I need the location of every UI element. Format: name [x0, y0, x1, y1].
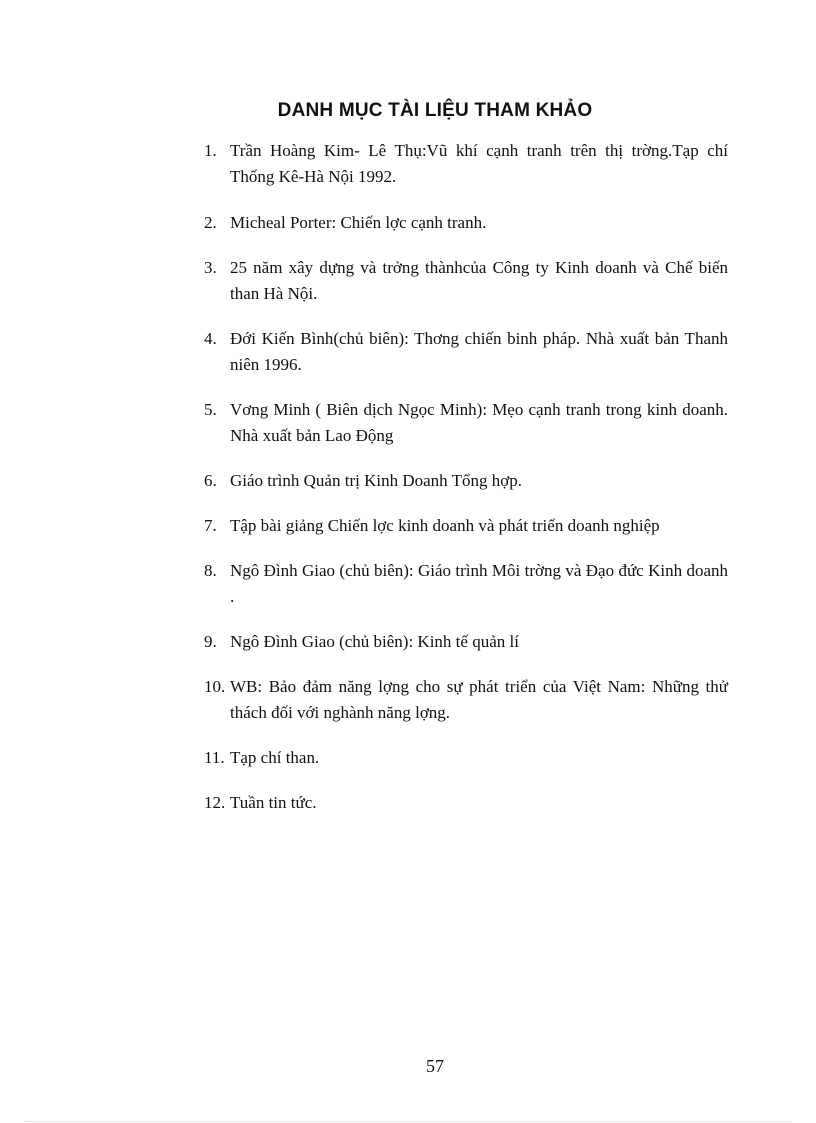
- reference-item: [204, 745, 728, 771]
- reference-number: 7.: [204, 516, 217, 535]
- reference-item: [204, 629, 728, 655]
- reference-item: [204, 210, 728, 236]
- reference-number: 9.: [204, 632, 217, 651]
- reference-item: [204, 255, 728, 307]
- reference-item: [204, 397, 728, 449]
- reference-number: 4.: [204, 329, 217, 348]
- reference-item: [204, 674, 728, 726]
- reference-item: [204, 513, 728, 539]
- reference-text: Tập bài giảng Chiến lợc kinh doanh và phát triển doanh nghiệp: [230, 516, 660, 535]
- reference-text: Tạp chí than.: [230, 748, 320, 767]
- reference-list: [204, 138, 728, 816]
- reference-number: 2.: [204, 213, 217, 232]
- reference-number: 8.: [204, 561, 217, 580]
- page-title: DANH MỤC TÀI LIỆU THAM KHẢO: [277, 100, 593, 121]
- reference-number: 3.: [204, 258, 217, 277]
- reference-text: Tuần tin tức.: [230, 793, 317, 812]
- reference-number: 1.: [204, 141, 217, 160]
- reference-number: 5.: [204, 400, 217, 419]
- reference-item: [204, 790, 728, 816]
- reference-number: 10.: [204, 677, 226, 696]
- reference-text: Giáo trình Quản trị Kinh Doanh Tổng hợp.: [230, 471, 522, 490]
- reference-text: Micheal Porter: Chiến lợc cạnh tranh.: [230, 213, 487, 232]
- reference-item: [204, 558, 728, 610]
- reference-item: [204, 326, 728, 378]
- reference-text: 25 năm xây dựng và trởng thànhcủa Công ty Kinh doanh và Chế biến than Hà Nội.: [230, 258, 728, 303]
- reference-item: [204, 138, 728, 190]
- reference-text: Đới Kiến Bình(chủ biên): Thơng chiến binh pháp. Nhà xuất bản Thanh niên 1996.: [230, 329, 728, 374]
- reference-item: [204, 468, 728, 494]
- reference-text: WB: Bảo đảm năng lợng cho sự phát triển của Việt Nam: Những thử thách đối với nghành năng lợng.: [230, 677, 728, 722]
- reference-text: Vơng Minh ( Biên dịch Ngọc Minh): Mẹo cạnh tranh trong kinh doanh. Nhà xuất bản Lao Động: [230, 400, 728, 445]
- reference-number: 11.: [204, 748, 225, 767]
- reference-number: 12.: [204, 793, 226, 812]
- reference-text: Ngô Đình Giao (chủ biên): Kinh tế quản lí: [230, 632, 519, 651]
- reference-text: Ngô Đình Giao (chủ biên): Giáo trình Môi trờng và Đạo đức Kinh doanh .: [230, 561, 728, 606]
- reference-number: 6.: [204, 471, 217, 490]
- bottom-divider: [24, 1121, 792, 1122]
- page-number: 57: [426, 1056, 444, 1076]
- reference-text: Trần Hoàng Kim- Lê Thụ:Vũ khí cạnh tranh trên thị trờng.Tạp chí Thống Kê-Hà Nội 1992.: [230, 141, 728, 186]
